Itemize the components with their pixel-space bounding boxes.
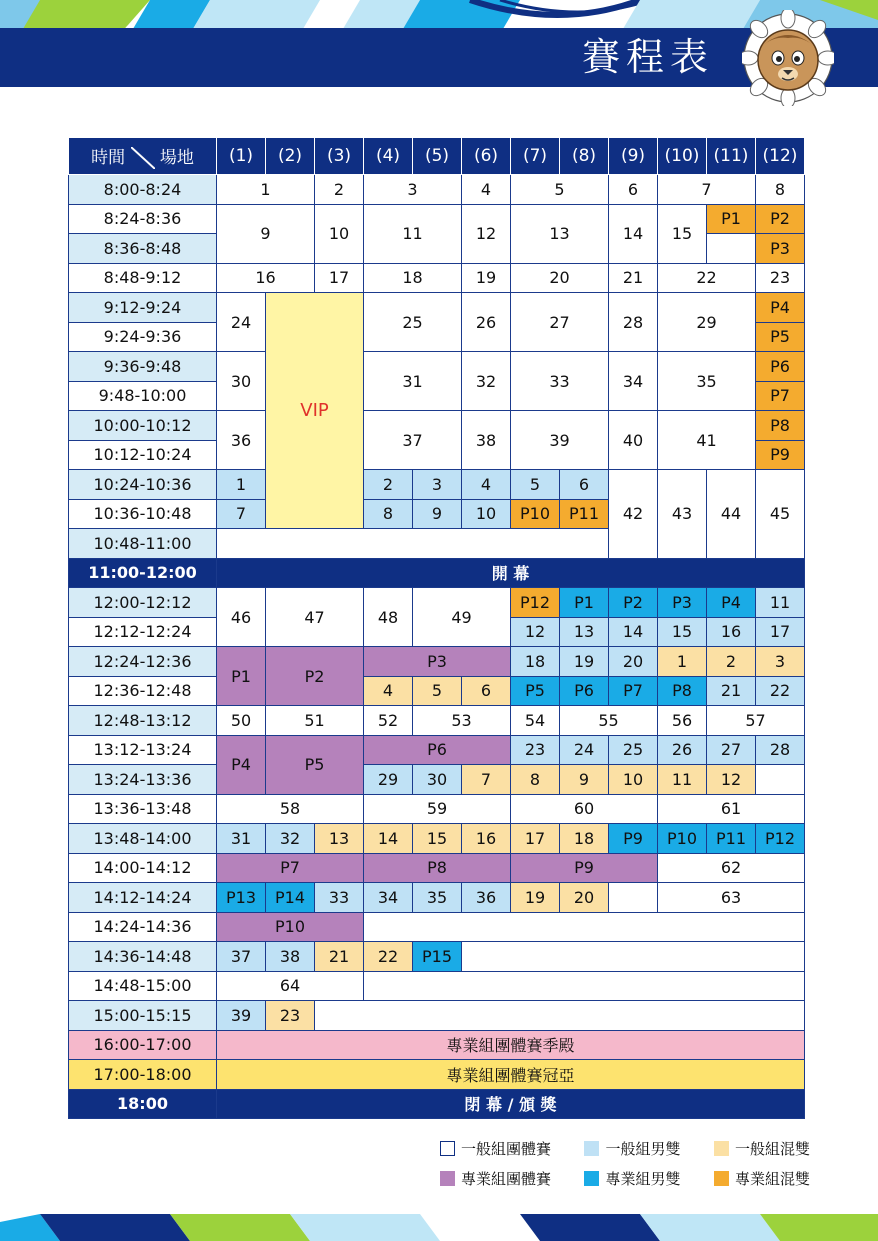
time-slot: 10:12-10:24 [69,440,217,470]
match-cell: 13 [560,617,609,647]
legend-item [714,1138,810,1159]
match-cell: 45 [756,470,805,559]
time-slot: 8:24-8:36 [69,204,217,234]
match-cell: 16 [217,263,315,293]
match-cell: 21 [707,676,756,706]
match-cell: 25 [609,735,658,765]
match-cell: 14 [609,617,658,647]
court-header: (6) [462,138,511,175]
time-slot: 10:36-10:48 [69,499,217,529]
match-cell: 37 [364,411,462,470]
time-slot: 10:48-11:00 [69,529,217,559]
match-cell: 35 [658,352,756,411]
match-cell: P8 [658,676,707,706]
match-cell: 30 [413,765,462,795]
match-cell: 22 [756,676,805,706]
match-cell: P13 [217,883,266,913]
match-cell: P2 [756,204,805,234]
match-cell: 4 [462,175,511,205]
schedule-row [69,293,805,323]
match-cell: 16 [462,824,511,854]
schedule-row [69,1030,805,1060]
match-cell: 11 [756,588,805,618]
time-slot: 12:48-13:12 [69,706,217,736]
time-slot: 8:48-9:12 [69,263,217,293]
match-cell: 12 [707,765,756,795]
empty-cell [364,971,805,1001]
legend-label: 專業組混雙 [734,1169,810,1188]
match-cell: 43 [658,470,707,559]
match-cell: 7 [658,175,756,205]
match-cell: 50 [217,706,266,736]
time-slot: 11:00-12:00 [69,558,217,588]
match-cell: 17 [315,263,364,293]
match-cell: P8 [756,411,805,441]
time-slot: 9:24-9:36 [69,322,217,352]
match-cell: 12 [462,204,511,263]
match-cell: 22 [364,942,413,972]
match-cell: P7 [609,676,658,706]
match-cell: 23 [756,263,805,293]
match-cell: 34 [364,883,413,913]
legend-item [584,1168,680,1189]
time-slot: 14:24-14:36 [69,912,217,942]
match-cell: 32 [266,824,315,854]
court-header: (10) [658,138,707,175]
match-cell: 2 [364,470,413,500]
match-cell: 5 [511,175,609,205]
bottom-decoration [0,1214,878,1241]
match-cell: 1 [217,470,266,500]
header-slash [131,147,155,169]
match-cell: 9 [413,499,462,529]
match-cell: 32 [462,352,511,411]
schedule-body [69,175,805,1119]
match-cell: P4 [707,588,756,618]
legend-swatch [584,1141,599,1156]
schedule-row [69,824,805,854]
court-header: (9) [609,138,658,175]
match-cell: 20 [609,647,658,677]
schedule-row [69,411,805,441]
schedule-row [69,1089,805,1119]
schedule-row [69,942,805,972]
legend-swatch [714,1171,729,1186]
time-slot: 10:24-10:36 [69,470,217,500]
match-cell: 10 [609,765,658,795]
match-cell: 21 [315,942,364,972]
match-cell: P5 [511,676,560,706]
time-slot: 15:00-15:15 [69,1001,217,1031]
match-cell: P3 [658,588,707,618]
match-cell: VIP [266,293,364,529]
match-cell: P11 [560,499,609,529]
match-cell: 6 [609,175,658,205]
match-cell: 25 [364,293,462,352]
time-slot: 8:36-8:48 [69,234,217,264]
legend-swatch [714,1141,729,1156]
empty-cell [462,942,805,972]
schedule-row [69,735,805,765]
time-slot: 12:12-12:24 [69,617,217,647]
match-cell: 16 [707,617,756,647]
match-cell: 20 [511,263,609,293]
match-cell: 15 [658,617,707,647]
time-slot: 8:00-8:24 [69,175,217,205]
empty-cell [217,529,609,559]
match-cell: P10 [217,912,364,942]
court-header: (11) [707,138,756,175]
match-cell: P1 [560,588,609,618]
match-cell: 28 [756,735,805,765]
match-cell: 37 [217,942,266,972]
legend-item [440,1138,551,1159]
schedule-row [69,352,805,382]
match-cell: 53 [413,706,511,736]
time-slot: 17:00-18:00 [69,1060,217,1090]
time-slot: 9:12-9:24 [69,293,217,323]
match-cell: 5 [511,470,560,500]
match-cell: 39 [511,411,609,470]
match-cell: 14 [609,204,658,263]
match-cell: 35 [413,883,462,913]
court-header: (12) [756,138,805,175]
time-slot: 12:24-12:36 [69,647,217,677]
match-cell: 17 [756,617,805,647]
match-cell: 31 [364,352,462,411]
match-cell: 36 [462,883,511,913]
schedule-row [69,263,805,293]
schedule-row [69,853,805,883]
schedule-table [68,137,805,1119]
time-slot: 10:00-10:12 [69,411,217,441]
match-cell: P9 [609,824,658,854]
match-cell: 19 [560,647,609,677]
match-cell: 60 [511,794,658,824]
legend-swatch [584,1171,599,1186]
match-cell: 40 [609,411,658,470]
match-cell: 42 [609,470,658,559]
legend-item [714,1168,810,1189]
time-header-label: 時間 [91,148,126,168]
page-title: 賽程表 [582,35,715,79]
match-cell: 1 [217,175,315,205]
match-cell: 9 [217,204,315,263]
match-cell: P7 [217,853,364,883]
match-cell: 閉 幕 / 頒 獎 [217,1089,805,1119]
schedule-row [69,1001,805,1031]
match-cell: 63 [658,883,805,913]
court-header: (4) [364,138,413,175]
match-cell: 29 [658,293,756,352]
match-cell: 開 幕 [217,558,805,588]
match-cell: 1 [658,647,707,677]
match-cell: P11 [707,824,756,854]
match-cell: 2 [315,175,364,205]
time-slot: 18:00 [69,1089,217,1119]
match-cell: 15 [658,204,707,263]
match-cell: 8 [756,175,805,205]
match-cell: P3 [756,234,805,264]
match-cell: 4 [364,676,413,706]
match-cell: 10 [462,499,511,529]
match-cell: 28 [609,293,658,352]
match-cell: 64 [217,971,364,1001]
match-cell: P5 [266,735,364,794]
match-cell: 8 [511,765,560,795]
schedule-row [69,558,805,588]
match-cell: P6 [560,676,609,706]
match-cell: P8 [364,853,511,883]
match-cell: 9 [560,765,609,795]
match-cell: 專業組團體賽冠亞 [217,1060,805,1090]
schedule-row [69,647,805,677]
legend-row [440,1133,810,1163]
match-cell: 30 [217,352,266,411]
legend-swatch [440,1141,455,1156]
match-cell: 19 [511,883,560,913]
match-cell: P1 [217,647,266,706]
match-cell: 54 [511,706,560,736]
time-slot: 14:36-14:48 [69,942,217,972]
match-cell: 18 [511,647,560,677]
time-slot: 14:00-14:12 [69,853,217,883]
empty-cell [364,912,805,942]
match-cell: 21 [609,263,658,293]
time-venue-header [69,138,217,175]
schedule-row [69,588,805,618]
match-cell: P4 [217,735,266,794]
match-cell: 38 [462,411,511,470]
match-cell: 47 [266,588,364,647]
match-cell: 7 [217,499,266,529]
match-cell: 26 [462,293,511,352]
match-cell: 7 [462,765,511,795]
legend-label: 一般組團體賽 [461,1139,552,1158]
legend-label: 專業組團體賽 [461,1169,552,1188]
match-cell: P2 [609,588,658,618]
match-cell: P9 [511,853,658,883]
match-cell: 34 [609,352,658,411]
match-cell: P10 [511,499,560,529]
match-cell: 33 [315,883,364,913]
match-cell: 24 [217,293,266,352]
match-cell: 26 [658,735,707,765]
match-cell: 11 [364,204,462,263]
time-slot: 14:48-15:00 [69,971,217,1001]
time-slot: 13:36-13:48 [69,794,217,824]
match-cell: P6 [364,735,511,765]
match-cell: P5 [756,322,805,352]
court-header: (1) [217,138,266,175]
match-cell: 44 [707,470,756,559]
time-slot: 16:00-17:00 [69,1030,217,1060]
match-cell: 6 [560,470,609,500]
legend-label: 專業組男雙 [605,1169,681,1188]
match-cell: 61 [658,794,805,824]
match-cell: 52 [364,706,413,736]
legend-label: 一般組混雙 [734,1139,810,1158]
time-slot: 13:48-14:00 [69,824,217,854]
empty-cell [609,883,658,913]
match-cell: P12 [756,824,805,854]
match-cell: 46 [217,588,266,647]
court-header: (7) [511,138,560,175]
match-cell: P14 [266,883,315,913]
schedule-row [69,912,805,942]
match-cell: 48 [364,588,413,647]
match-cell: 18 [364,263,462,293]
match-cell: 49 [413,588,511,647]
match-cell: P7 [756,381,805,411]
schedule-row [69,971,805,1001]
match-cell: 62 [658,853,805,883]
match-cell: P15 [413,942,462,972]
match-cell: 6 [462,676,511,706]
match-cell: P1 [707,204,756,234]
match-cell: 19 [462,263,511,293]
table-header-row [69,138,805,175]
legend-item [440,1168,551,1189]
match-cell: 13 [315,824,364,854]
schedule-row [69,794,805,824]
match-cell: P3 [364,647,511,677]
match-cell: P6 [756,352,805,382]
match-cell: 29 [364,765,413,795]
match-cell: 33 [511,352,609,411]
match-cell: 2 [707,647,756,677]
empty-cell [707,234,756,264]
court-header: (2) [266,138,315,175]
match-cell: 13 [511,204,609,263]
schedule-row [69,470,805,500]
schedule-row [69,765,805,795]
match-cell: 3 [413,470,462,500]
time-slot: 9:48-10:00 [69,381,217,411]
match-cell: P2 [266,647,364,706]
match-cell: 4 [462,470,511,500]
match-cell: 23 [266,1001,315,1031]
match-cell: 17 [511,824,560,854]
time-slot: 9:36-9:48 [69,352,217,382]
match-cell: 10 [315,204,364,263]
time-slot: 14:12-14:24 [69,883,217,913]
match-cell: 14 [364,824,413,854]
match-cell: 38 [266,942,315,972]
match-cell: 57 [707,706,805,736]
schedule-row [69,204,805,234]
match-cell: 59 [364,794,511,824]
match-cell: 56 [658,706,707,736]
legend-row [440,1163,810,1193]
match-cell: 3 [364,175,462,205]
court-header: (3) [315,138,364,175]
court-header: (5) [413,138,462,175]
schedule-row [69,1060,805,1090]
legend-item [584,1138,680,1159]
match-cell: 8 [364,499,413,529]
match-cell: 55 [560,706,658,736]
match-cell: 3 [756,647,805,677]
match-cell: 22 [658,263,756,293]
time-slot: 12:36-12:48 [69,676,217,706]
match-cell: 18 [560,824,609,854]
match-cell: 5 [413,676,462,706]
match-cell: 11 [658,765,707,795]
match-cell: 12 [511,617,560,647]
match-cell: 27 [511,293,609,352]
schedule-row [69,883,805,913]
time-slot: 13:24-13:36 [69,765,217,795]
legend-swatch [440,1171,455,1186]
match-cell: 51 [266,706,364,736]
match-cell: 27 [707,735,756,765]
schedule-row [69,706,805,736]
match-cell: 15 [413,824,462,854]
schedule-row [69,175,805,205]
match-cell: 41 [658,411,756,470]
empty-cell [756,765,805,795]
match-cell: 58 [217,794,364,824]
legend [440,1133,810,1193]
match-cell: 31 [217,824,266,854]
empty-cell [315,1001,805,1031]
legend-label: 一般組男雙 [605,1139,681,1158]
match-cell: 24 [560,735,609,765]
match-cell: 23 [511,735,560,765]
match-cell: P4 [756,293,805,323]
match-cell: 專業組團體賽季殿 [217,1030,805,1060]
time-slot: 13:12-13:24 [69,735,217,765]
match-cell: 20 [560,883,609,913]
match-cell: P10 [658,824,707,854]
court-header: (8) [560,138,609,175]
match-cell: 39 [217,1001,266,1031]
venue-header-label: 場地 [159,148,194,168]
match-cell: P9 [756,440,805,470]
match-cell: P12 [511,588,560,618]
schedule-row [69,676,805,706]
match-cell: 36 [217,411,266,470]
time-slot: 12:00-12:12 [69,588,217,618]
lion-mascot-icon [742,10,834,106]
